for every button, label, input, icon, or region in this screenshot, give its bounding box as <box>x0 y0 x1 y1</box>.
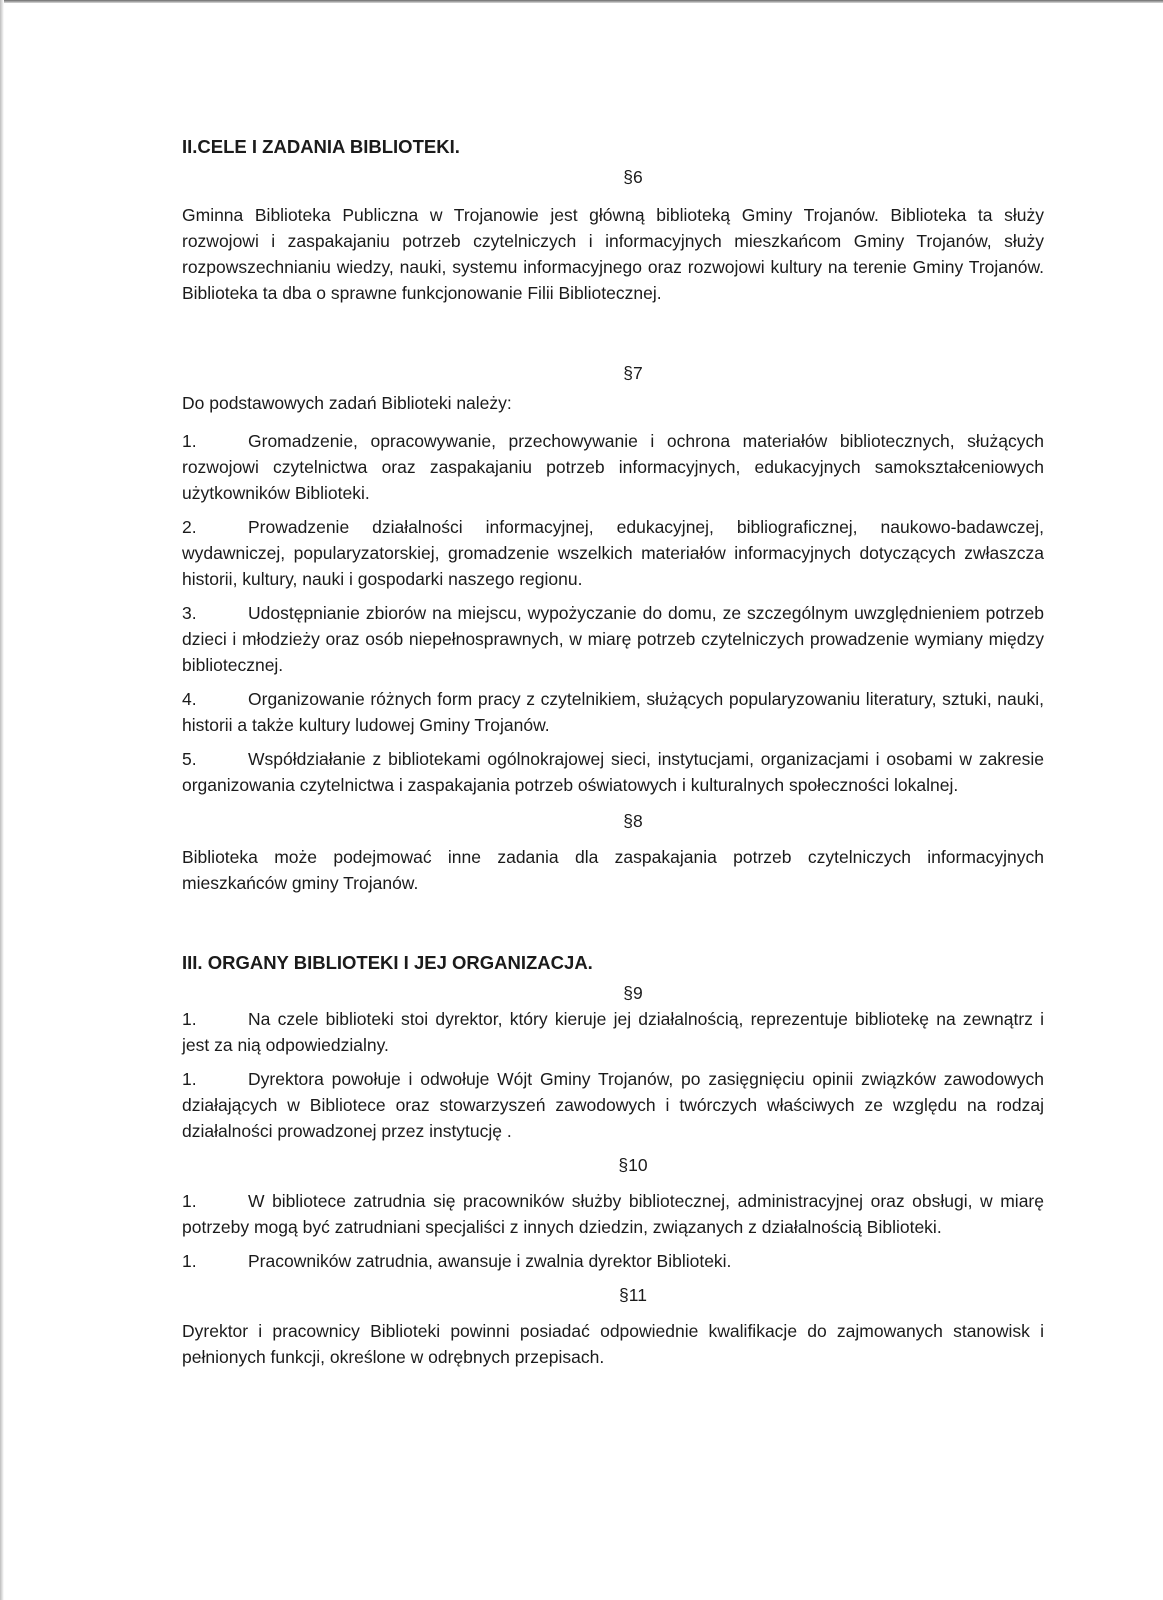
list-item-text: Pracowników zatrudnia, awansuje i zwalnia dyrektor Biblioteki. <box>248 1251 732 1271</box>
section-heading-3: III. ORGANY BIBLIOTEKI I JEJ ORGANIZACJA. <box>182 952 593 973</box>
paragraph-mark-8: §8 <box>623 811 643 831</box>
list-item-number: 1. <box>182 1191 197 1211</box>
list-item-number: 1. <box>182 1069 197 1089</box>
list-item-number: 1. <box>182 1009 197 1029</box>
list-item-text: Prowadzenie działalności informacyjnej, edukacyjnej, bibliograficznej, naukowo-badawczej, wydawniczej, popularyzatorskiej, gromadzenie wszelkich materiałów informacyjnych dotyczących zwłaszcza historii, kultury, nauki i gospodarki naszego regionu. <box>182 517 1044 589</box>
list-item-number: 3. <box>182 603 197 623</box>
paragraph-mark-10: §10 <box>618 1155 648 1175</box>
list-item-text: Współdziałanie z bibliotekami ogólnokrajowej sieci, instytucjami, organizacjami i osobami w zakresie organizowania czytelnictwa i zaspakajania potrzeb oświatowych i kulturalnych społeczności lokalnej. <box>182 749 1044 795</box>
paragraph-mark-6: §6 <box>623 167 643 187</box>
scan-left-edge <box>0 0 4 1600</box>
list-item-number: 2. <box>182 517 197 537</box>
paragraph-11-text: Dyrektor i pracownicy Biblioteki powinni posiadać odpowiednie kwalifikacje do zajmowanych stanowisk i pełnionych funkcji, określone w odrębnych przepisach. <box>182 1321 1044 1367</box>
list-item-text: Dyrektora powołuje i odwołuje Wójt Gminy Trojanów, po zasięgnięciu opinii związków zawodowych działających w Bibliotece oraz stowarzyszeń zawodowych i twórczych właściwych ze względu na rodzaj działalności prowadzonej przez instytucję . <box>182 1069 1044 1141</box>
list-item <box>182 514 1044 592</box>
paragraph-8-text: Biblioteka może podejmować inne zadania dla zaspakajania potrzeb czytelniczych informacyjnych mieszkańców gminy Trojanów. <box>182 847 1044 893</box>
list-item <box>182 428 1044 506</box>
list-item-text: Udostępnianie zbiorów na miejscu, wypożyczanie do domu, ze szczególnym uwzględnieniem potrzeb dzieci i młodzieży oraz osób niepełnosprawnych, w miarę potrzeb czytelniczych prowadzenie wymiany między bibliotecznej. <box>182 603 1044 675</box>
paragraph-mark-7: §7 <box>623 363 643 383</box>
list-item-number: 4. <box>182 689 197 709</box>
list-item-text: Gromadzenie, opracowywanie, przechowywanie i ochrona materiałów bibliotecznych, służących rozwojowi czytelnictwa oraz zaspakajaniu potrzeb informacyjnych, edukacyjnych samokształceniowych użytkowników Biblioteki. <box>182 431 1044 503</box>
paragraph-6-text: Gminna Biblioteka Publiczna w Trojanowie jest główną biblioteką Gminy Trojanów. Biblioteka ta służy rozwojowi i zaspakajaniu potrzeb czytelniczych i informacyjnych mieszkańcom Gminy Trojanów, służy rozpowszechnianiu wiedzy, nauki, systemu informacyjnego oraz rozwojowi kultury na terenie Gminy Trojanów. Biblioteka ta dba o sprawne funkcjonowanie Filii Bibliotecznej. <box>182 205 1044 303</box>
list-item <box>182 600 1044 678</box>
paragraph-mark-9: §9 <box>623 983 643 1003</box>
list-item <box>182 746 1044 798</box>
list-item-number: 5. <box>182 749 197 769</box>
list-item-number: 1. <box>182 431 197 451</box>
list-item <box>182 1006 1044 1058</box>
list-item-number: 1. <box>182 1251 197 1271</box>
list-item <box>182 1248 1044 1274</box>
paragraph-mark-11: §11 <box>619 1285 647 1305</box>
section-heading-2: II.CELE I ZADANIA BIBLIOTEKI. <box>182 136 460 157</box>
list-item-text: Organizowanie różnych form pracy z czytelnikiem, służących popularyzowaniu literatury, sztuki, nauki, historii a także kultury ludowej Gminy Trojanów. <box>182 689 1044 735</box>
list-item-text: Na czele biblioteki stoi dyrektor, który kieruje jej działalnością, reprezentuje bibliotekę na zewnątrz i jest za nią odpowiedzialny. <box>182 1009 1044 1055</box>
scan-top-edge <box>0 0 1163 3</box>
list-item-text: W bibliotece zatrudnia się pracowników służby bibliotecznej, administracyjnej oraz obsługi, w miarę potrzeby mogą być zatrudniani specjaliści z innych dziedzin, związanych z działalnością Biblioteki. <box>182 1191 1044 1237</box>
document-page <box>182 134 1044 1370</box>
paragraph-7-intro: Do podstawowych zadań Biblioteki należy: <box>182 393 512 413</box>
list-item <box>182 686 1044 738</box>
list-item <box>182 1066 1044 1144</box>
list-item <box>182 1188 1044 1240</box>
